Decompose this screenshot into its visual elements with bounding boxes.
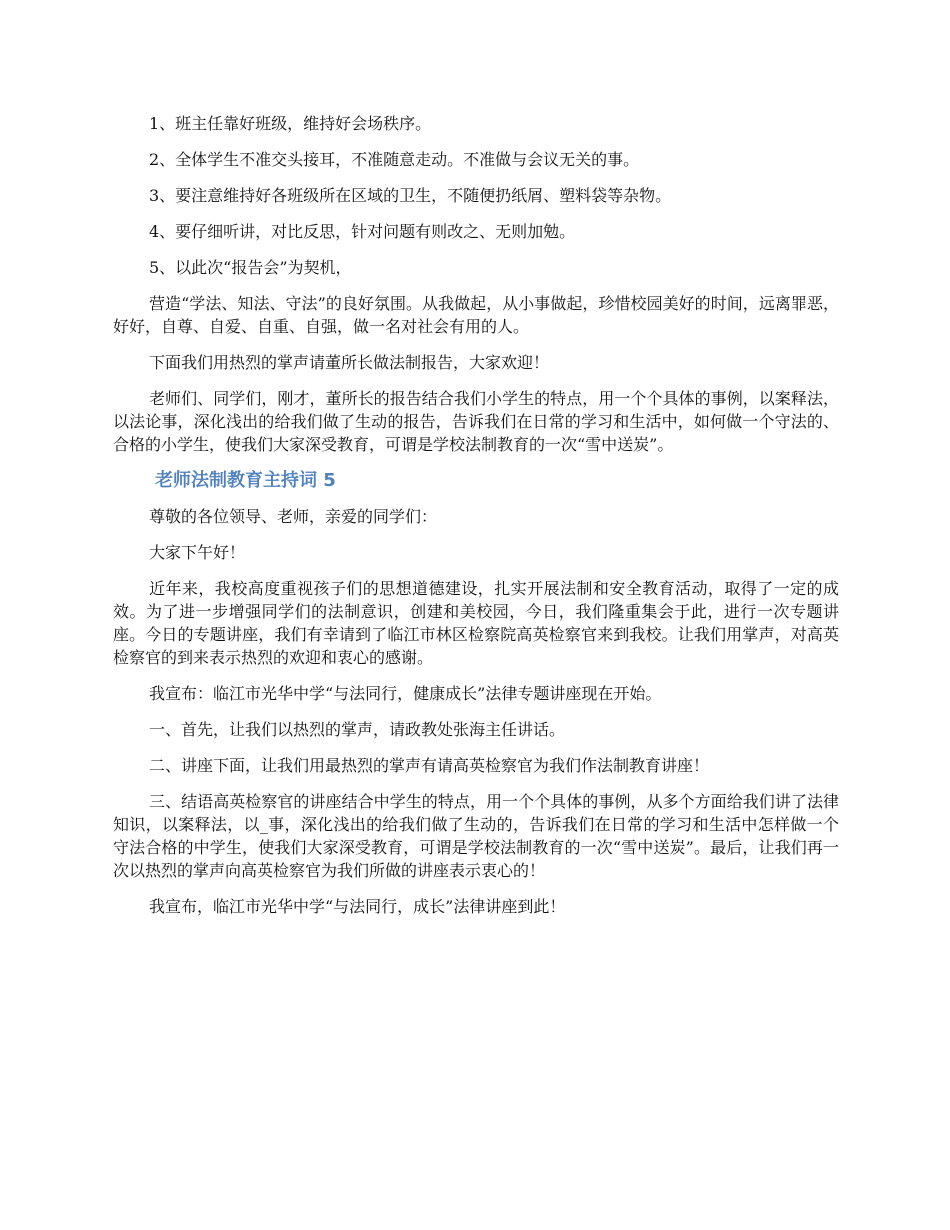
list-item: 3、要注意维持好各班级所在区域的卫生，不随便扔纸屑、塑料袋等杂物。 (149, 186, 672, 205)
paragraph: 尊敬的各位领导、老师，亲爱的同学们： (149, 507, 438, 526)
paragraph: 我宣布，临江市光华中学“与法同行，成长”法律讲座到此！ (149, 897, 566, 916)
paragraph: 三、结语高英检察官的讲座结合中学生的特点，用一个个具体的事例，从多个方面给我们讲了法律知识，以案释法，以_事，深化浅出的给我们做了生动的，告诉我们在日常的学习和生活中怎样做一个守法合格的中学生，使我们大家深受教育，可谓是学校法制教育的一次“雪中送炭”。最后，让我们再一次以热烈的掌声向高英检察官为我们所做的讲座表示衷心的！ (113, 792, 839, 880)
list-item: 5、以此次“报告会”为契机， (149, 258, 352, 277)
section-heading: 老师法制教育主持词 5 (155, 470, 336, 491)
paragraph: 老师们、同学们，刚才，董所长的报告结合我们小学生的特点，用一个个具体的事例，以案释法，以法论事，深化浅出的给我们做了生动的报告，告诉我们在日常的学习和生活中，如何做一个守法的、合格的小学生，使我们大家深受教育，可谓是学校法制教育的一次“雪中送炭”。 (113, 389, 839, 454)
list-item: 1、班主任靠好班级，维持好会场秩序。 (149, 114, 432, 133)
document-body (113, 112, 839, 918)
list-item: 4、要仔细听讲，对比反思，针对问题有则改之、无则加勉。 (149, 222, 576, 241)
paragraph: 二、讲座下面，让我们用最热烈的掌声有请高英检察官为我们作法制教育讲座！ (149, 756, 710, 775)
paragraph: 下面我们用热烈的掌声请董所长做法制报告，大家欢迎！ (149, 353, 550, 372)
list-item: 2、全体学生不准交头接耳，不准随意走动。不准做与会议无关的事。 (149, 150, 640, 169)
paragraph: 我宣布：临江市光华中学“与法同行，健康成长”法律专题讲座现在开始。 (149, 684, 662, 703)
paragraph: 营造“学法、知法、守法”的良好氛围。从我做起，从小事做起，珍惜校园美好的时间，远离罪恶，好好，自尊、自爱、自重、自强，做一名对社会有用的人。 (113, 294, 839, 336)
paragraph: 近年来，我校高度重视孩子们的思想道德建设，扎实开展法制和安全教育活动，取得了一定的成效。为了进一步增强同学们的法制意识，创建和美校园，今日，我们隆重集会于此，进行一次专题讲座。今日的专题讲座，我们有幸请到了临江市林区检察院高英检察官来到我校。让我们用掌声，对高英检察官的到来表示热烈的欢迎和衷心的感谢。 (113, 579, 839, 667)
paragraph: 一、首先，让我们以热烈的掌声，请政教处张海主任讲话。 (149, 720, 566, 739)
paragraph: 大家下午好！ (149, 543, 246, 562)
